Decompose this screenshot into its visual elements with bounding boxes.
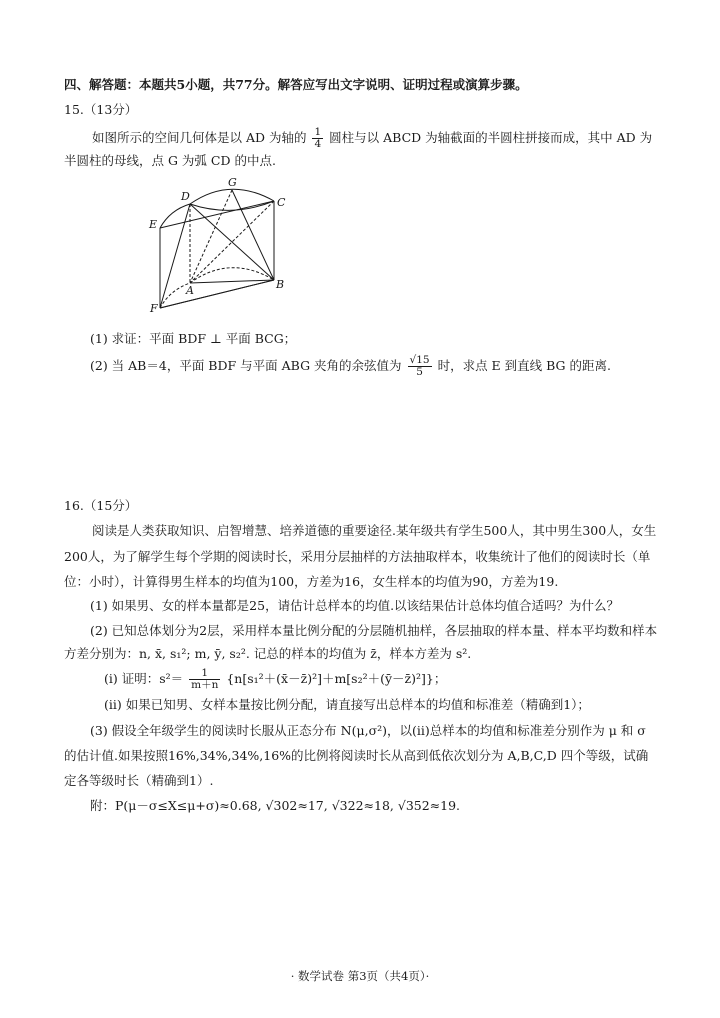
q15-part2-b: 时，求点 E 到直线 BG 的距离. [437,358,611,373]
q16-s1: (1) 如果男、女的样本量都是25，请估计总样本的均值.以该结果估计总体均值合适吗？为什么？ [90,598,620,613]
q15-part2 [90,355,611,378]
q15-part2-num: √15 [409,354,430,366]
q15-intro-line2: 半圆柱的母线，点 G 为弧 CD 的中点. [64,153,276,168]
q16-s2i-den: m＋n [191,679,219,691]
q16-p2: 200人，为了解学生每个学期的阅读时长，采用分层抽样的方法抽取样本，收集统计了他们的阅读时长（单 [64,549,651,564]
q16-appendix: 附：P(μ－σ≤X≤μ+σ)≈0.68, √302≈17, √322≈18, √352≈19. [90,798,461,813]
q16-s2i-a: (i) 证明：s²＝ [104,671,184,686]
label-C: C [277,196,286,209]
q16-s2ii: (ii) 如果已知男、女样本量按比例分配，请直接写出总样本的均值和标准差（精确到1）； [104,697,590,712]
q16-s3b: 的估计值.如果按照16%,34%,34%,16%的比例将阅读时长从高到低依次划分为 A,B,C,D 四个等级，试确 [64,748,649,763]
q16-s2b: 方差分别为：n, x̄, s₁²; m, ȳ, s₂². 记总的样本的均值为 z̄，样本方差为 s². [64,646,472,661]
q16-s2a: (2) 已知总体划分为2层，采用样本量比例分配的分层随机抽样，各层抽取的样本量、样本平均数和样本 [90,623,658,638]
top-front-arc [190,201,274,210]
section-heading: 四、解答题：本题共5小题，共77分。解答应写出文字说明、证明过程或演算步骤。 [64,77,528,92]
page-footer: · 数学试卷 第3页（共4页）· [290,969,430,983]
q16-s3a: (3) 假设全年级学生的阅读时长服从正态分布 N(μ,σ²)，以(ii)总样本的均值和标准差分别作为 μ 和 σ [90,723,646,738]
edge-DB [190,204,274,280]
q15-intro-part2: 圆柱与以 ABCD 为轴截面的半圆柱拼接而成，其中 AD 为 [329,130,653,145]
q15-intro-part1: 如图所示的空间几何体是以 AD 为轴的 [92,130,307,145]
q15-frac-num: 1 [314,126,322,138]
label-F: F [150,302,158,315]
q16-s3c: 定各等级时长（精确到1）. [64,773,214,788]
q16-s2i [104,668,446,691]
q15-number: 15.（13分） [64,102,138,117]
top-arc [190,189,274,204]
q16-p3: 位：小时），计算得男生样本的均值为100，方差为16，女生样本的均值为90，方差为19. [64,574,559,589]
label-E: E [149,218,158,231]
q16-s2i-b: {n[s₁²＋(x̄－z̄)²]＋m[s₂²＋(ȳ－z̄)²]}； [226,671,447,686]
label-D: D [181,190,190,203]
q15-frac-den: 4 [314,138,322,150]
q15-fraction [312,127,323,150]
q15-part1: (1) 求证：平面 BDF ⊥ 平面 BCG； [90,331,297,346]
q16-s2i-num: 1 [189,668,220,680]
q16-p1: 阅读是人类获取知识、启智增慧、培养道德的重要途径.某年级共有学生500人，其中男生300人，女生 [92,523,657,538]
q15-part2-a: (2) 当 AB＝4，平面 BDF 与平面 ABG 夹角的余弦值为 [90,358,402,373]
q15-part2-fraction [408,355,432,378]
q15-intro-line1 [92,127,652,150]
geometry-figure [148,176,298,316]
q16-s2i-fraction [189,668,220,691]
q16-number: 16.（15分） [64,498,138,513]
edge-FB [160,280,274,308]
label-B: B [276,278,285,291]
edge-AB [190,280,274,283]
label-G: G [228,176,237,189]
label-A: A [186,284,194,297]
q15-part2-den: 5 [416,366,423,378]
